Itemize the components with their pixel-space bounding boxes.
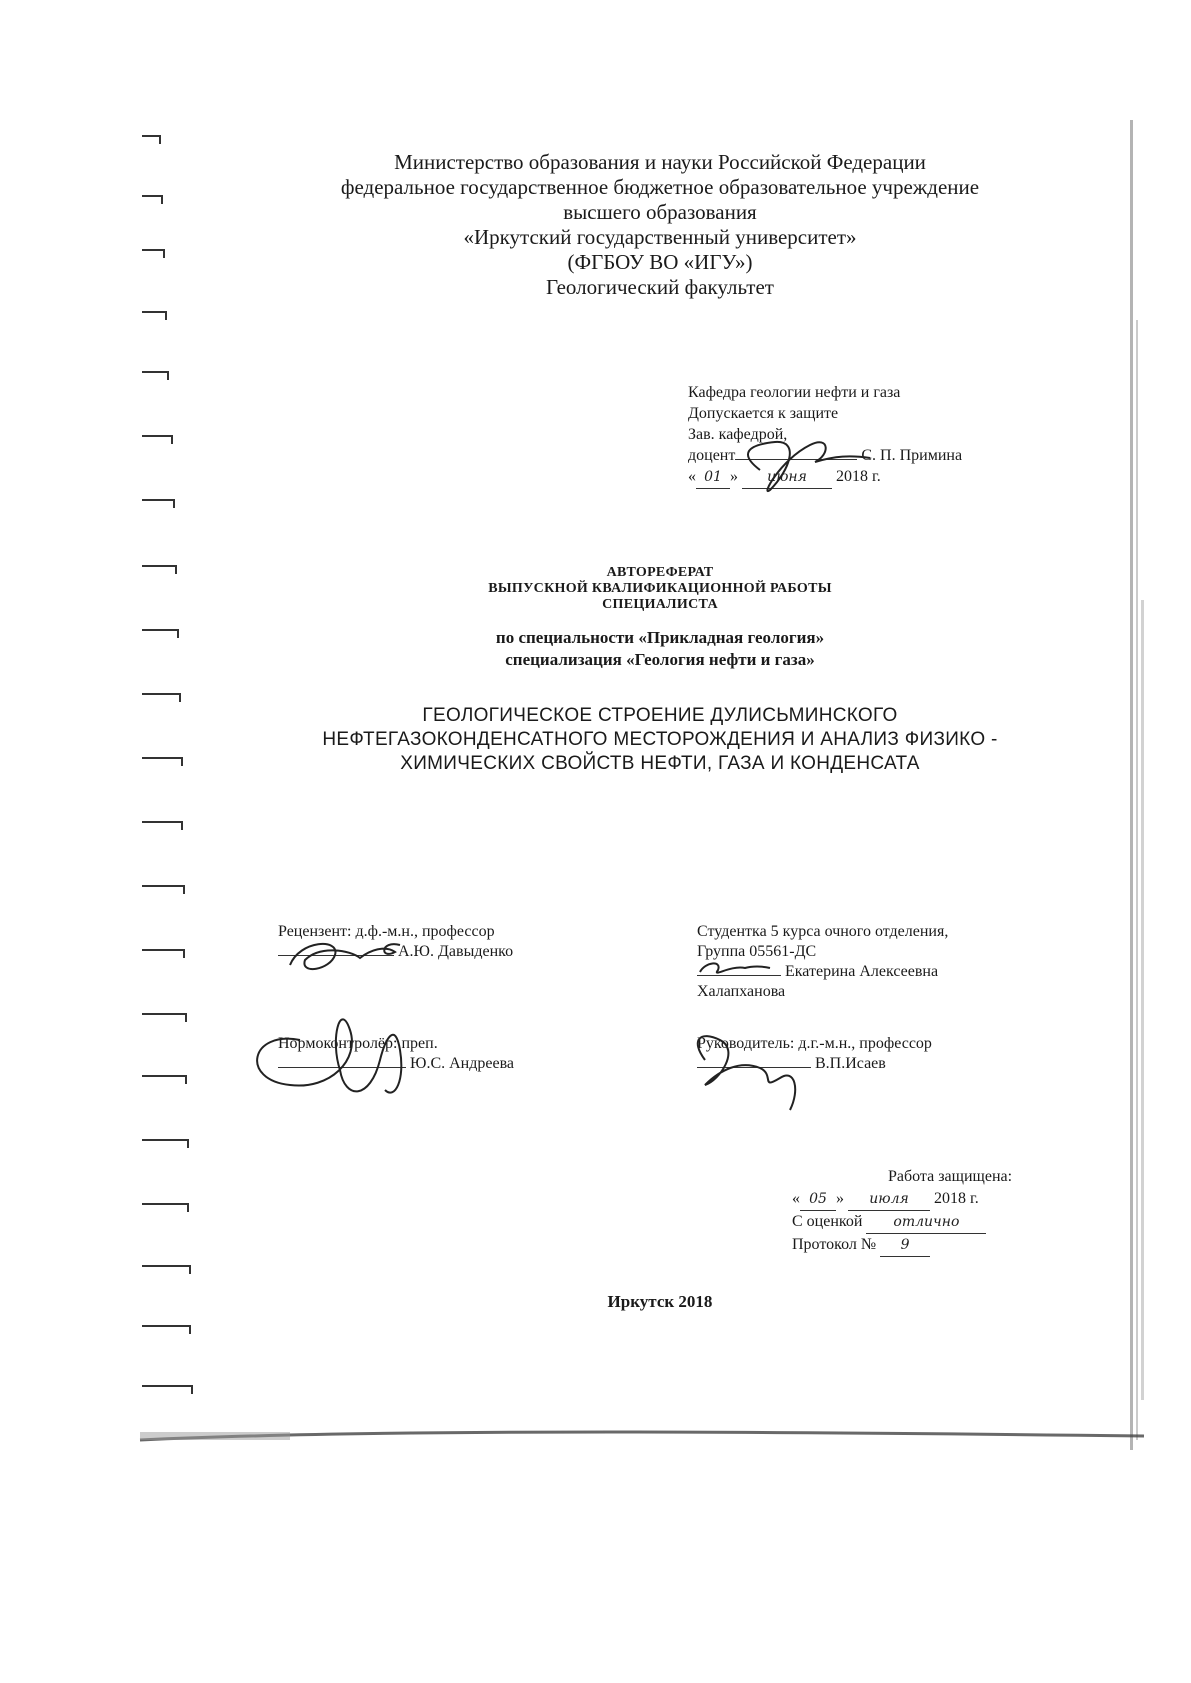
header-line-1: Министерство образования и науки Российской Федерации [394, 150, 926, 174]
header-line-5: (ФГБОУ ВО «ИГУ») [567, 250, 753, 274]
supervisor-label: Руководитель: д.г.-м.н., профессор [697, 1035, 932, 1052]
theme-line-3: ХИМИЧЕСКИХ СВОЙСТВ НЕФТИ, ГАЗА И КОНДЕНСАТА [400, 753, 920, 774]
normcontrol-label: Нормоконтролёр: преп. [278, 1035, 438, 1052]
defense-block [792, 1166, 1012, 1257]
student-name-1: Екатерина Алексеевна [785, 963, 939, 980]
head-label: Зав. кафедрой, [688, 426, 788, 443]
header-line-4: «Иркутский государственный университет» [463, 225, 857, 249]
normcontrol-signature [257, 1019, 401, 1092]
header-line-3: высшего образования [563, 200, 757, 224]
quote-close: » [836, 1190, 844, 1207]
defense-year: 2018 г. [934, 1190, 979, 1207]
approval-year: 2018 г. [836, 468, 881, 485]
defense-label: Работа защищена: [888, 1168, 1013, 1185]
reviewer-name: А.Ю. Давыденко [398, 943, 514, 960]
defense-date [792, 1188, 1012, 1211]
city-year: Иркутск 2018 [607, 1292, 713, 1311]
header-line-2: федеральное государственное бюджетное образовательное учреждение [340, 175, 980, 199]
reviewer-signature [290, 944, 400, 969]
header-line-6: Геологический факультет [546, 275, 774, 299]
supervisor-name: В.П.Исаев [815, 1055, 886, 1072]
theme-line-2: НЕФТЕГАЗОКОНДЕНСАТНОГО МЕСТОРОЖДЕНИЯ И АНАЛИЗ ФИЗИКО - [322, 729, 998, 750]
grade-line [792, 1211, 1012, 1234]
protocol-line [792, 1234, 1012, 1257]
approval-month: июня [742, 467, 832, 489]
doc-type-line2: ВЫПУСКНОЙ КВАЛИФИКАЦИОННОЙ РАБОТЫ [488, 581, 832, 596]
head-name: С. П. Примина [861, 447, 963, 464]
quote-open: « [792, 1190, 800, 1207]
defense-day: 05 [800, 1188, 836, 1211]
department: Кафедра геологии нефти и газа [688, 384, 901, 401]
supervisor-signature [698, 1036, 795, 1110]
specialty: по специальности «Прикладная геология» [495, 628, 825, 647]
protocol-value: 9 [880, 1234, 930, 1257]
defense-month: июля [848, 1188, 930, 1211]
student-name-2: Халапханова [697, 983, 786, 1000]
theme-line-1: ГЕОЛОГИЧЕСКОЕ СТРОЕНИЕ ДУЛИСЬМИНСКОГО [422, 705, 898, 726]
doc-type-line3: СПЕЦИАЛИСТА [602, 597, 718, 612]
quote-open: « [688, 468, 696, 485]
student-group: Группа 05561-ДС [697, 943, 817, 960]
specialization: специализация «Геология нефти и газа» [505, 650, 815, 669]
grade-label: С оценкой [792, 1213, 863, 1230]
grade-value: отлично [866, 1211, 986, 1234]
normcontrol-name: Ю.С. Андреева [410, 1055, 515, 1072]
protocol-label: Протокол № [792, 1236, 877, 1253]
student-label: Студентка 5 курса очного отделения, [697, 923, 949, 940]
doc-type: АВТОРЕФЕРАТ [606, 565, 714, 580]
approval-day: 01 [696, 467, 730, 489]
quote-close: » [730, 468, 738, 485]
head-position: доцент [688, 447, 736, 464]
student-signature [700, 963, 770, 972]
reviewer-label: Рецензент: д.ф.-м.н., профессор [278, 923, 495, 940]
admitted-label: Допускается к защите [688, 405, 839, 422]
